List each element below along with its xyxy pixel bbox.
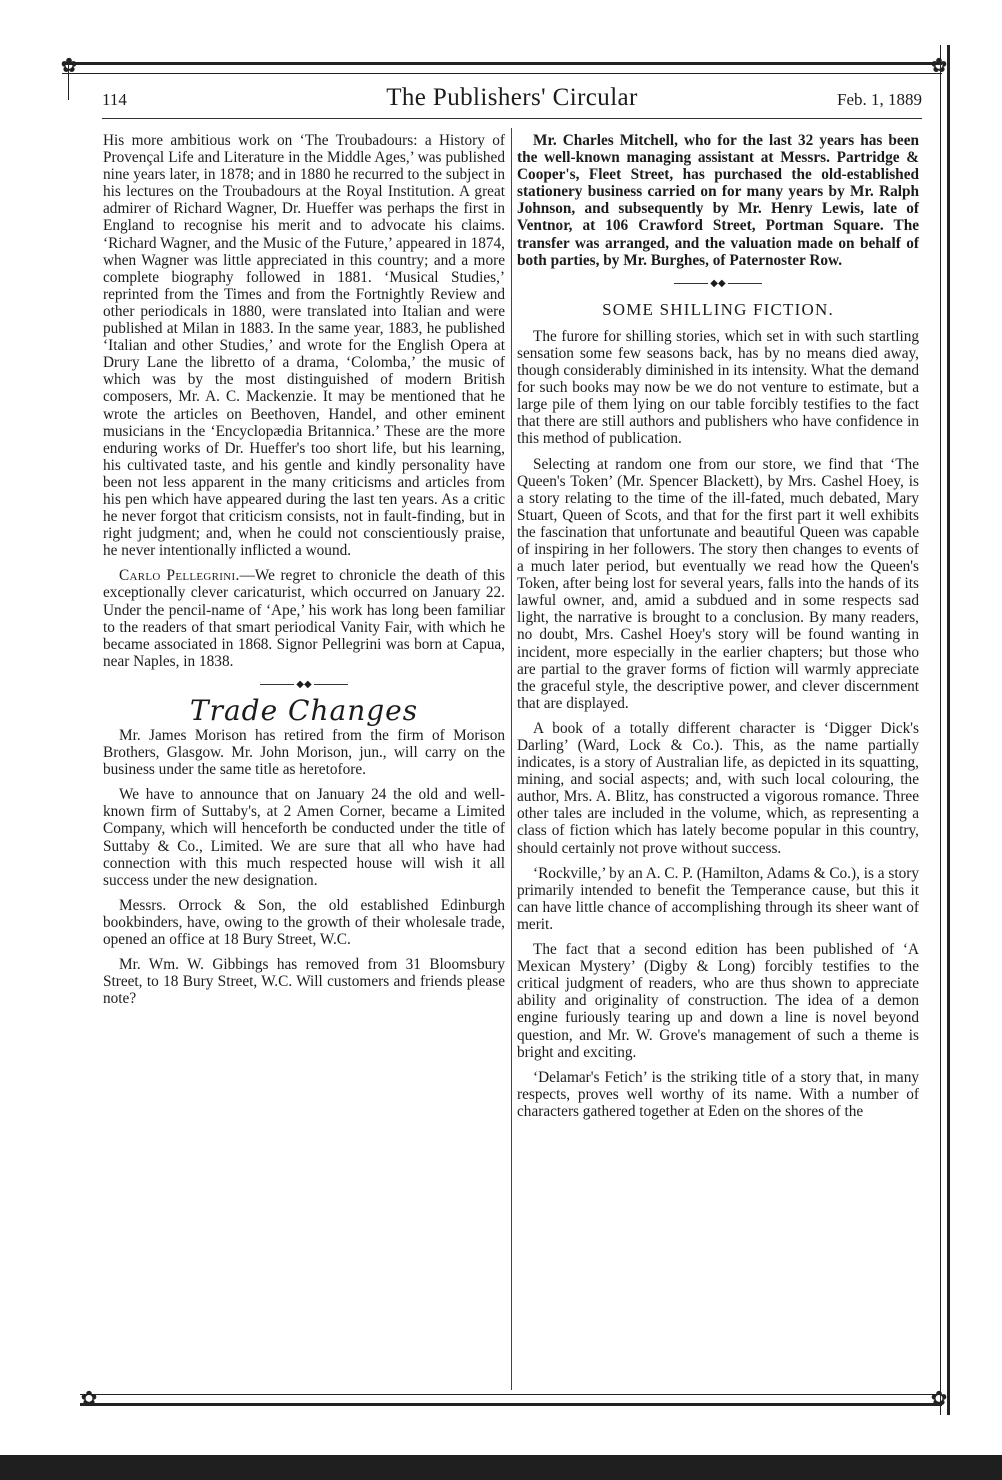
frame-bottom-rule	[80, 1394, 942, 1406]
floral-ornament-icon: ✿	[930, 1388, 948, 1410]
shilling-fiction-heading: SOME SHILLING FICTION.	[602, 299, 834, 319]
issue-date: Feb. 1, 1889	[837, 90, 922, 109]
column-divider	[511, 128, 512, 1390]
rule-ornament-icon: ◆◆	[103, 680, 505, 690]
running-title: The Publishers' Circular	[386, 84, 638, 111]
scan-bottom-band	[0, 1455, 1002, 1480]
fiction-paragraph: ‘Rockville,’ by an A. C. P. (Hamilton, Adams & Co.), is a story primarily intended to benefit the Temperance cause, but this it can have little chance of accomplishing through its sheer want of merit.	[517, 864, 919, 933]
floral-ornament-icon: ✿	[60, 55, 78, 77]
trade-changes-heading: Trade Changes	[189, 693, 419, 727]
fiction-paragraph: The fact that a second edition has been published of ‘A Mexican Mystery’ (Digby & Long) forcibly testifies to the critical judgment of readers, who are thus shown to appreciate ability and originality of construction. The idea of a demon engine furiously tearing up and down a line is novel beyond question, and Mr. W. Grove's management of such a theme is bright and exciting.	[517, 941, 919, 1061]
rule-ornament-icon: ◆◆	[517, 279, 919, 289]
pellegrini-paragraph	[103, 567, 505, 670]
floral-ornament-icon: ✿	[80, 1388, 98, 1410]
page-header	[102, 84, 922, 118]
right-column	[517, 132, 919, 1128]
frame-top-rule	[62, 62, 942, 74]
hueffer-paragraph: His more ambitious work on ‘The Troubadours: a History of Provençal Life and Literature in the Middle Ages,’ was published nine years later, in 1878; and in 1880 he recurred to the subject in his lectures on the Troubadours at the Royal Institution. A great admirer of Richard Wagner, Dr. Hueffer was perhaps the first in England to recognise his merit and to advocate his claims. ‘Richard Wagner, and the Music of the Future,’ appeared in 1874, when Wagner was little appreciated in this country; and a more complete biography followed in 1881. ‘Musical Studies,’ reprinted from the Times and from the Fortnightly Review and other periodicals in 1880, were translated into Italian and were published at Milan in 1883. In the same year, 1883, he published ‘Italian and other Studies,’ and wrote for the English Opera at Drury Lane the libretto of a drama, ‘Colomba,’ the music of which was by the most distinguished of modern British composers, Mr. A. C. Mackenzie. It may be mentioned that he wrote the articles on Beethoven, Handel, and other eminent musicians in the ‘Encyclopædia Britannica.’ These are the more enduring works of Dr. Hueffer's too short life, but his learning, his cultivated taste, and his gentle and kindly personality have been not less apparent in the many criticisms and articles from his pen which have appeared during the last ten years. As a critic he never forgot that criticism consists, not in fault-finding, but in right judgment; and, when he could not conscientiously praise, he never intentionally inflicted a wound.	[103, 132, 505, 560]
fiction-paragraph: The furore for shilling stories, which set in with such startling sensation some few seasons back, has by no means died away, though considerably diminished in its intensity. What the demand for such books may now be we do not venture to estimate, but a large pile of them lying on our table forcibly testifies to the fact that there are still authors and publishers who have confidence in this method of publication.	[517, 327, 919, 448]
left-column	[103, 132, 505, 1015]
fiction-paragraph: Selecting at random one from our store, we find that ‘The Queen's Token’ (Mr. Spencer Blackett), by Mrs. Cashel Hoey, is a story relating to the time of the ill-fated, much debated, Mary Stuart, Queen of Scots, and that for the first part it well exhibits the fascination that unfortunate and beautiful Queen was capable of inspiring in her followers. The story then changes to events of a much later period, but eventually we read how the Queen's Token, after being lost for several years, falls into the hands of its lawful owner, and, amid a subdued and in some respects sad light, the narrative is brought to a conclusion. By many readers, no doubt, Mrs. Cashel Hoey's story will be found wanting in incident, more especially in the earlier chapters; but those who are partial to the graver forms of fiction will warmly appreciate the graceful style, the descriptive power, and clever discernment that are displayed.	[517, 455, 919, 712]
mitchell-paragraph: Mr. Charles Mitchell, who for the last 32 years has been the well-known managing assistant at Messrs. Partridge & Cooper's, Fleet Street, has purchased the old-established stationery business carried on for many years by Mr. Ralph Johnson, and subsequently by Mr. Henry Lewis, late of Ventnor, at 106 Crawford Street, Portman Square. The transfer was arranged, and the valuation made on behalf of both parties, by Mr. Burghes, of Paternoster Row.	[517, 132, 919, 269]
pellegrini-text: —We regret to chronicle the death of this exceptionally clever caricaturist, which occurred on January 22. Under the pencil-name of ‘Ape,’ his work has long been familiar to the readers of that smart periodical Vanity Fair, with which he became associated in 1868. Signor Pellegrini was born at Capua, near Naples, in 1838.	[103, 567, 505, 670]
header-rule	[102, 118, 922, 119]
trade-paragraph: We have to announce that on January 24 the old and well-known firm of Suttaby's, at 2 Amen Corner, became a Limited Company, which will henceforth be conducted under the title of Suttaby & Co., Limited. We are sure that all who have had connection with this much respected house will wish it all success under the new designation.	[103, 786, 505, 889]
pellegrini-name: Carlo Pellegrini.	[119, 567, 240, 585]
trade-paragraph: Mr. Wm. W. Gibbings has removed from 31 Bloomsbury Street, to 18 Bury Street, W.C. Will customers and friends please note?	[103, 956, 505, 1008]
floral-ornament-icon: ✿	[930, 55, 948, 77]
fiction-paragraph: ‘Delamar's Fetich’ is the striking title of a story that, in many respects, proves well worthy of its name. With a number of characters gathered together at Eden on the shores of the	[517, 1068, 919, 1120]
trade-paragraph: Mr. James Morison has retired from the firm of Morison Brothers, Glasgow. Mr. John Morison, jun., will carry on the business under the same title as heretofore.	[103, 727, 505, 779]
frame-right-rule	[940, 45, 950, 1415]
fiction-paragraph: A book of a totally different character is ‘Digger Dick's Darling’ (Ward, Lock & Co.). This, as the name partially indicates, is a story of Australian life, as depicted in its squatting, mining, and social aspects; and, with such local colouring, the author, Mrs. A. Blitz, has constructed a vigorous romance. Three other tales are included in the volume, which, as representing a class of fiction which has lately become popular in this country, should certainly not prove without success.	[517, 719, 919, 857]
trade-paragraph: Messrs. Orrock & Son, the old established Edinburgh bookbinders, have, owing to the growth of their wholesale trade, opened an office at 18 Bury Street, W.C.	[103, 896, 505, 949]
page-number: 114	[102, 90, 127, 109]
